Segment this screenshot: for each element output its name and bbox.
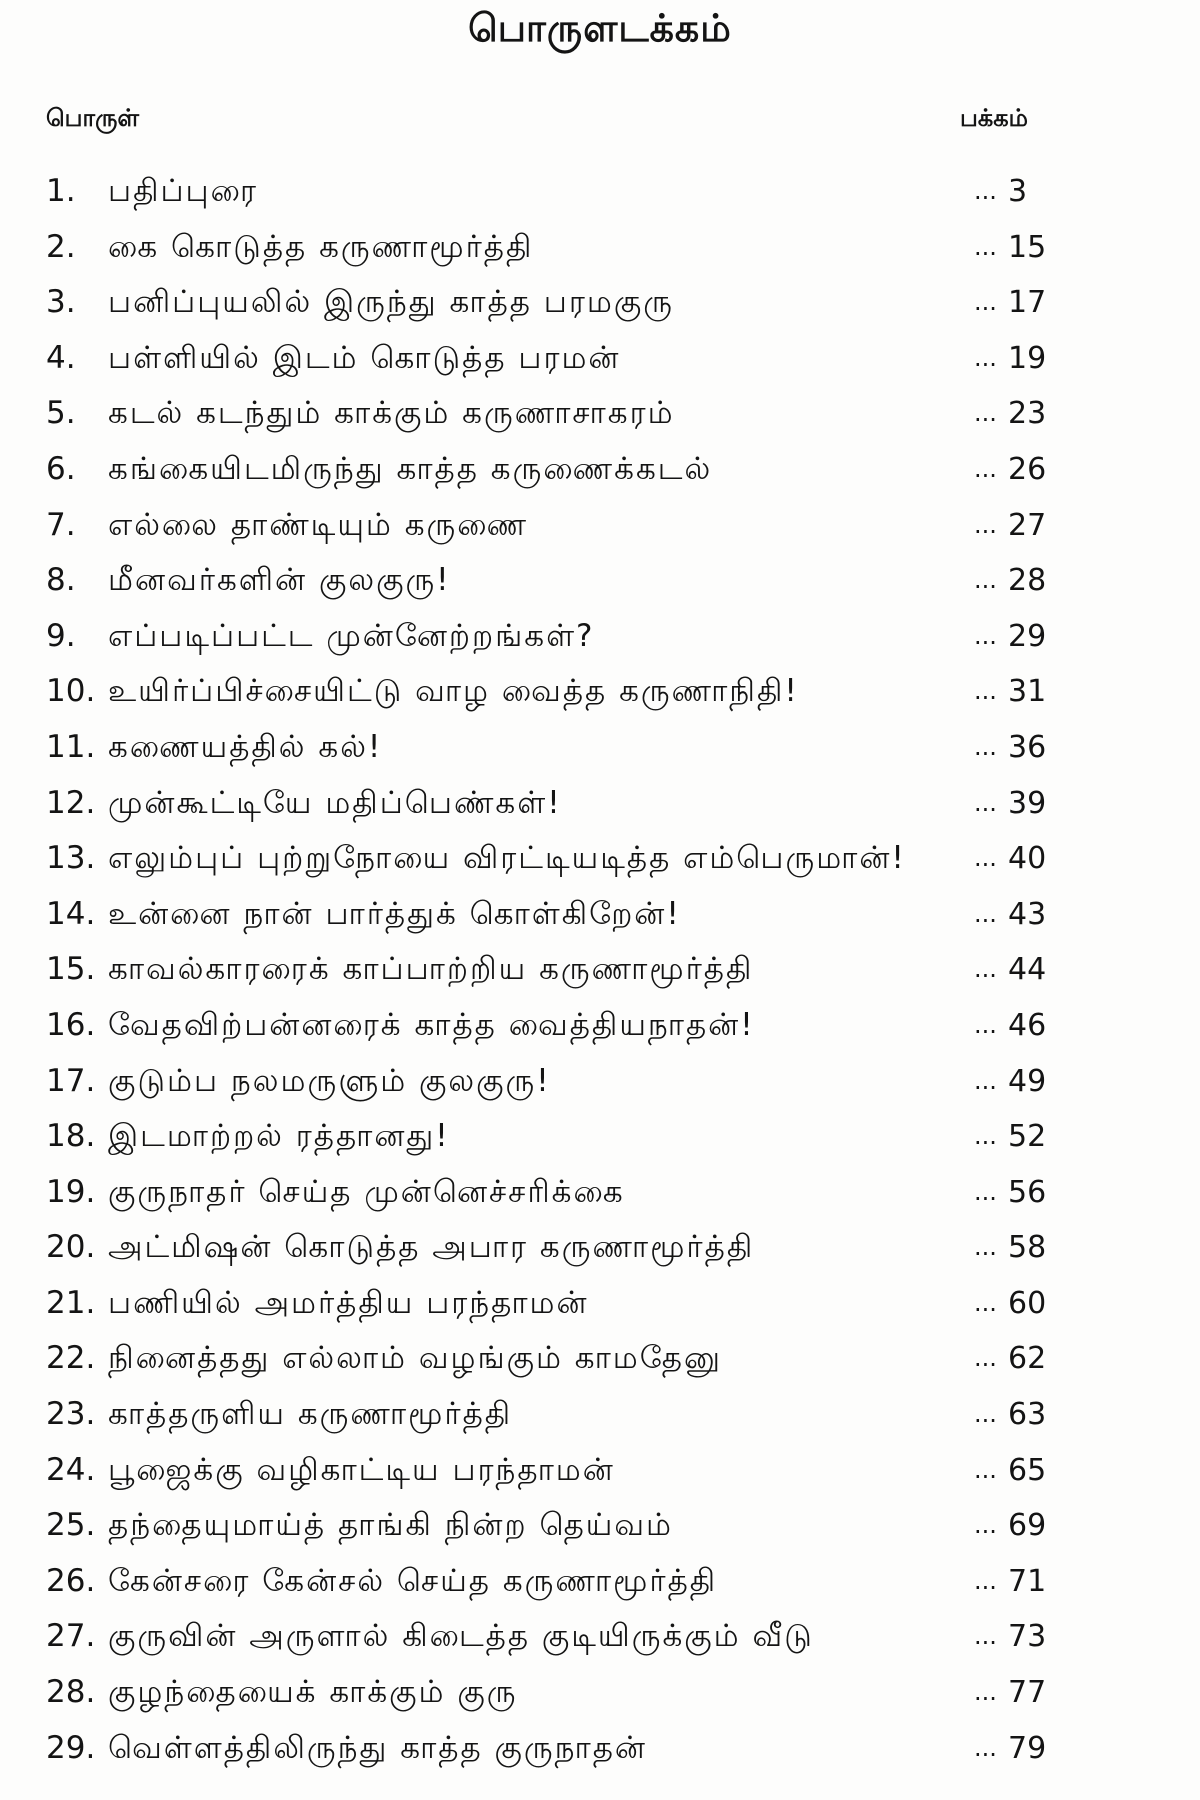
entry-number: 6. bbox=[46, 450, 76, 487]
entry-page-number: 44 bbox=[1008, 952, 1047, 988]
entry-leader-dots: ... bbox=[974, 1122, 997, 1151]
entry-page-number: 3 bbox=[1008, 174, 1028, 209]
entry-title: பள்ளியில் இடம் கொடுத்த பரமன் bbox=[108, 339, 621, 376]
entry-leader-dots: ... bbox=[974, 232, 997, 261]
toc-entry bbox=[46, 164, 1096, 220]
entry-title: குருநாதர் செய்த முன்னெச்சரிக்கை bbox=[108, 1173, 625, 1210]
entry-title: தந்தையுமாய்த் தாங்கி நின்ற தெய்வம் bbox=[108, 1507, 673, 1544]
entry-page-number: 23 bbox=[1008, 396, 1047, 432]
toc-entry bbox=[46, 1498, 1096, 1554]
entry-title: உன்னை நான் பார்த்துக் கொள்கிறேன்! bbox=[108, 895, 681, 932]
toc-entry bbox=[46, 275, 1096, 331]
entry-leader-dots: ... bbox=[974, 343, 997, 372]
entry-page-number: 28 bbox=[1008, 563, 1047, 599]
toc-entry bbox=[46, 1665, 1096, 1721]
entry-title: முன்கூட்டியே மதிப்பெண்கள்! bbox=[108, 784, 562, 821]
entry-title: பனிப்புயலில் இருந்து காத்த பரமகுரு bbox=[108, 284, 674, 321]
entry-page-number: 71 bbox=[1008, 1563, 1047, 1599]
toc-entry bbox=[46, 1554, 1096, 1610]
entry-page-number: 43 bbox=[1008, 896, 1047, 932]
entry-page-number: 15 bbox=[1008, 229, 1047, 265]
entry-number: 17. bbox=[46, 1062, 96, 1099]
entry-title: எலும்புப் புற்றுநோயை விரட்டியடித்த எம்பெருமான்! bbox=[108, 840, 906, 877]
entry-leader-dots: ... bbox=[974, 1010, 997, 1039]
entry-leader-dots: ... bbox=[974, 510, 997, 539]
entry-number: 23. bbox=[46, 1396, 96, 1433]
entry-leader-dots: ... bbox=[974, 1177, 997, 1206]
toc-entry bbox=[46, 664, 1096, 720]
toc-entry bbox=[46, 776, 1096, 832]
entry-number: 20. bbox=[46, 1229, 96, 1266]
toc-entry bbox=[46, 220, 1096, 276]
entry-title: நினைத்தது எல்லாம் வழங்கும் காமதேனு bbox=[108, 1340, 722, 1377]
entry-leader-dots: ... bbox=[974, 1288, 997, 1317]
entry-title: குருவின் அருளால் கிடைத்த குடியிருக்கும் வீடு bbox=[108, 1618, 814, 1655]
entry-title: வெள்ளத்திலிருந்து காத்த குருநாதன் bbox=[108, 1729, 647, 1766]
entry-leader-dots: ... bbox=[974, 955, 997, 984]
entry-title: பதிப்புரை bbox=[108, 173, 258, 209]
entry-title: கடல் கடந்தும் காக்கும் கருணாசாகரம் bbox=[108, 395, 675, 432]
page-title: பொருளடக்கம் bbox=[468, 6, 732, 50]
entry-title: உயிர்ப்பிச்சையிட்டு வாழ வைத்த கருணாநிதி! bbox=[108, 673, 799, 710]
entry-number: 27. bbox=[46, 1618, 96, 1655]
entry-page-number: 56 bbox=[1008, 1174, 1047, 1210]
entry-page-number: 58 bbox=[1008, 1230, 1047, 1266]
toc-entry bbox=[46, 720, 1096, 776]
entry-leader-dots: ... bbox=[974, 621, 997, 650]
entry-leader-dots: ... bbox=[974, 732, 997, 761]
entry-leader-dots: ... bbox=[974, 844, 997, 873]
toc-entry bbox=[46, 1054, 1096, 1110]
toc-entry bbox=[46, 1443, 1096, 1499]
entry-number: 22. bbox=[46, 1340, 96, 1377]
entry-leader-dots: ... bbox=[974, 1566, 997, 1595]
entry-page-number: 63 bbox=[1008, 1397, 1047, 1433]
entry-number: 15. bbox=[46, 951, 96, 988]
entry-page-number: 79 bbox=[1008, 1730, 1047, 1766]
entry-page-number: 36 bbox=[1008, 729, 1047, 765]
toc-entry bbox=[46, 942, 1096, 998]
entry-title: காத்தருளிய கருணாமூர்த்தி bbox=[108, 1396, 513, 1433]
entry-number: 26. bbox=[46, 1562, 96, 1599]
entry-leader-dots: ... bbox=[974, 1733, 997, 1762]
entry-page-number: 60 bbox=[1008, 1285, 1047, 1321]
entry-page-number: 26 bbox=[1008, 451, 1047, 487]
entry-number: 8. bbox=[46, 562, 76, 599]
toc-entry bbox=[46, 1387, 1096, 1443]
entry-number: 12. bbox=[46, 784, 96, 821]
entry-title: கங்கையிடமிருந்து காத்த கருணைக்கடல் bbox=[108, 450, 713, 487]
entry-leader-dots: ... bbox=[974, 1622, 997, 1651]
toc-entry bbox=[46, 831, 1096, 887]
entry-title: இடமாற்றல் ரத்தானது! bbox=[108, 1118, 450, 1155]
entry-title: அட்மிஷன் கொடுத்த அபார கருணாமூர்த்தி bbox=[108, 1229, 755, 1266]
entry-leader-dots: ... bbox=[974, 454, 997, 483]
entry-page-number: 62 bbox=[1008, 1341, 1047, 1377]
entry-title: பூஜைக்கு வழிகாட்டிய பரந்தாமன் bbox=[108, 1451, 615, 1488]
entry-title: கை கொடுத்த கருணாமூர்த்தி bbox=[108, 228, 534, 265]
entry-page-number: 77 bbox=[1008, 1675, 1047, 1711]
entry-number: 4. bbox=[46, 339, 76, 376]
entry-number: 19. bbox=[46, 1173, 96, 1210]
entry-number: 21. bbox=[46, 1284, 96, 1321]
toc-entry bbox=[46, 1109, 1096, 1165]
entry-page-number: 31 bbox=[1008, 674, 1047, 710]
entry-title: குடும்ப நலமருளும் குலகுரு! bbox=[108, 1062, 551, 1099]
entry-page-number: 65 bbox=[1008, 1452, 1047, 1488]
entry-title: மீனவர்களின் குலகுரு! bbox=[108, 562, 451, 599]
entry-page-number: 73 bbox=[1008, 1619, 1047, 1655]
entry-leader-dots: ... bbox=[974, 677, 997, 706]
toc-entry bbox=[46, 1276, 1096, 1332]
entry-page-number: 69 bbox=[1008, 1508, 1047, 1544]
subject-column-header: பொருள் bbox=[46, 104, 139, 132]
entry-number: 2. bbox=[46, 228, 76, 265]
toc-entry bbox=[46, 887, 1096, 943]
toc-entry bbox=[46, 553, 1096, 609]
entry-title: கேன்சரை கேன்சல் செய்த கருணாமூர்த்தி bbox=[108, 1562, 718, 1599]
toc-entry bbox=[46, 386, 1096, 442]
entry-number: 14. bbox=[46, 895, 96, 932]
entry-number: 10. bbox=[46, 673, 96, 710]
entry-leader-dots: ... bbox=[974, 399, 997, 428]
entry-title: வேதவிற்பன்னரைக் காத்த வைத்தியநாதன்! bbox=[108, 1006, 755, 1043]
entry-leader-dots: ... bbox=[974, 1400, 997, 1429]
entry-number: 25. bbox=[46, 1507, 96, 1544]
entry-title: எப்படிப்பட்ட முன்னேற்றங்கள்? bbox=[108, 617, 595, 654]
entry-page-number: 49 bbox=[1008, 1063, 1047, 1099]
entry-leader-dots: ... bbox=[974, 1511, 997, 1540]
entry-page-number: 29 bbox=[1008, 618, 1047, 654]
entry-page-number: 27 bbox=[1008, 507, 1047, 543]
toc-entry bbox=[46, 498, 1096, 554]
entry-number: 3. bbox=[46, 284, 76, 321]
entry-leader-dots: ... bbox=[974, 1344, 997, 1373]
entry-title: பணியில் அமர்த்திய பரந்தாமன் bbox=[108, 1284, 589, 1321]
entry-page-number: 39 bbox=[1008, 785, 1047, 821]
toc-entry bbox=[46, 1331, 1096, 1387]
toc-entry bbox=[46, 609, 1096, 665]
toc-entry bbox=[46, 998, 1096, 1054]
entry-title: எல்லை தாண்டியும் கருணை bbox=[108, 506, 529, 543]
entry-leader-dots: ... bbox=[974, 177, 997, 205]
table-of-contents bbox=[46, 164, 1096, 1776]
entry-title: குழந்தையைக் காக்கும் குரு bbox=[108, 1674, 518, 1711]
entry-number: 7. bbox=[46, 506, 76, 543]
entry-leader-dots: ... bbox=[974, 566, 997, 595]
entry-number: 1. bbox=[46, 173, 76, 209]
entry-leader-dots: ... bbox=[974, 1233, 997, 1262]
toc-entry bbox=[46, 1220, 1096, 1276]
entry-leader-dots: ... bbox=[974, 1066, 997, 1095]
entry-leader-dots: ... bbox=[974, 1455, 997, 1484]
entry-leader-dots: ... bbox=[974, 788, 997, 817]
entry-number: 29. bbox=[46, 1729, 96, 1766]
entry-page-number: 52 bbox=[1008, 1119, 1047, 1155]
entry-number: 9. bbox=[46, 617, 76, 654]
entry-title: கணையத்தில் கல்! bbox=[108, 728, 383, 765]
entry-number: 16. bbox=[46, 1006, 96, 1043]
entry-leader-dots: ... bbox=[974, 288, 997, 317]
entry-page-number: 40 bbox=[1008, 841, 1047, 877]
entry-page-number: 17 bbox=[1008, 285, 1047, 321]
toc-entry bbox=[46, 1609, 1096, 1665]
entry-number: 18. bbox=[46, 1118, 96, 1155]
page-column-header: பக்கம் bbox=[960, 104, 1028, 132]
toc-entry bbox=[46, 1165, 1096, 1221]
entry-number: 11. bbox=[46, 728, 96, 765]
entry-number: 28. bbox=[46, 1674, 96, 1711]
entry-leader-dots: ... bbox=[974, 1678, 997, 1707]
toc-entry bbox=[46, 442, 1096, 498]
entry-page-number: 19 bbox=[1008, 340, 1047, 376]
entry-number: 24. bbox=[46, 1451, 96, 1488]
entry-number: 13. bbox=[46, 840, 96, 877]
entry-leader-dots: ... bbox=[974, 899, 997, 928]
entry-number: 5. bbox=[46, 395, 76, 432]
entry-page-number: 46 bbox=[1008, 1007, 1047, 1043]
toc-entry bbox=[46, 331, 1096, 387]
entry-title: காவல்காரரைக் காப்பாற்றிய கருணாமூர்த்தி bbox=[108, 951, 754, 988]
toc-entry bbox=[46, 1721, 1096, 1777]
